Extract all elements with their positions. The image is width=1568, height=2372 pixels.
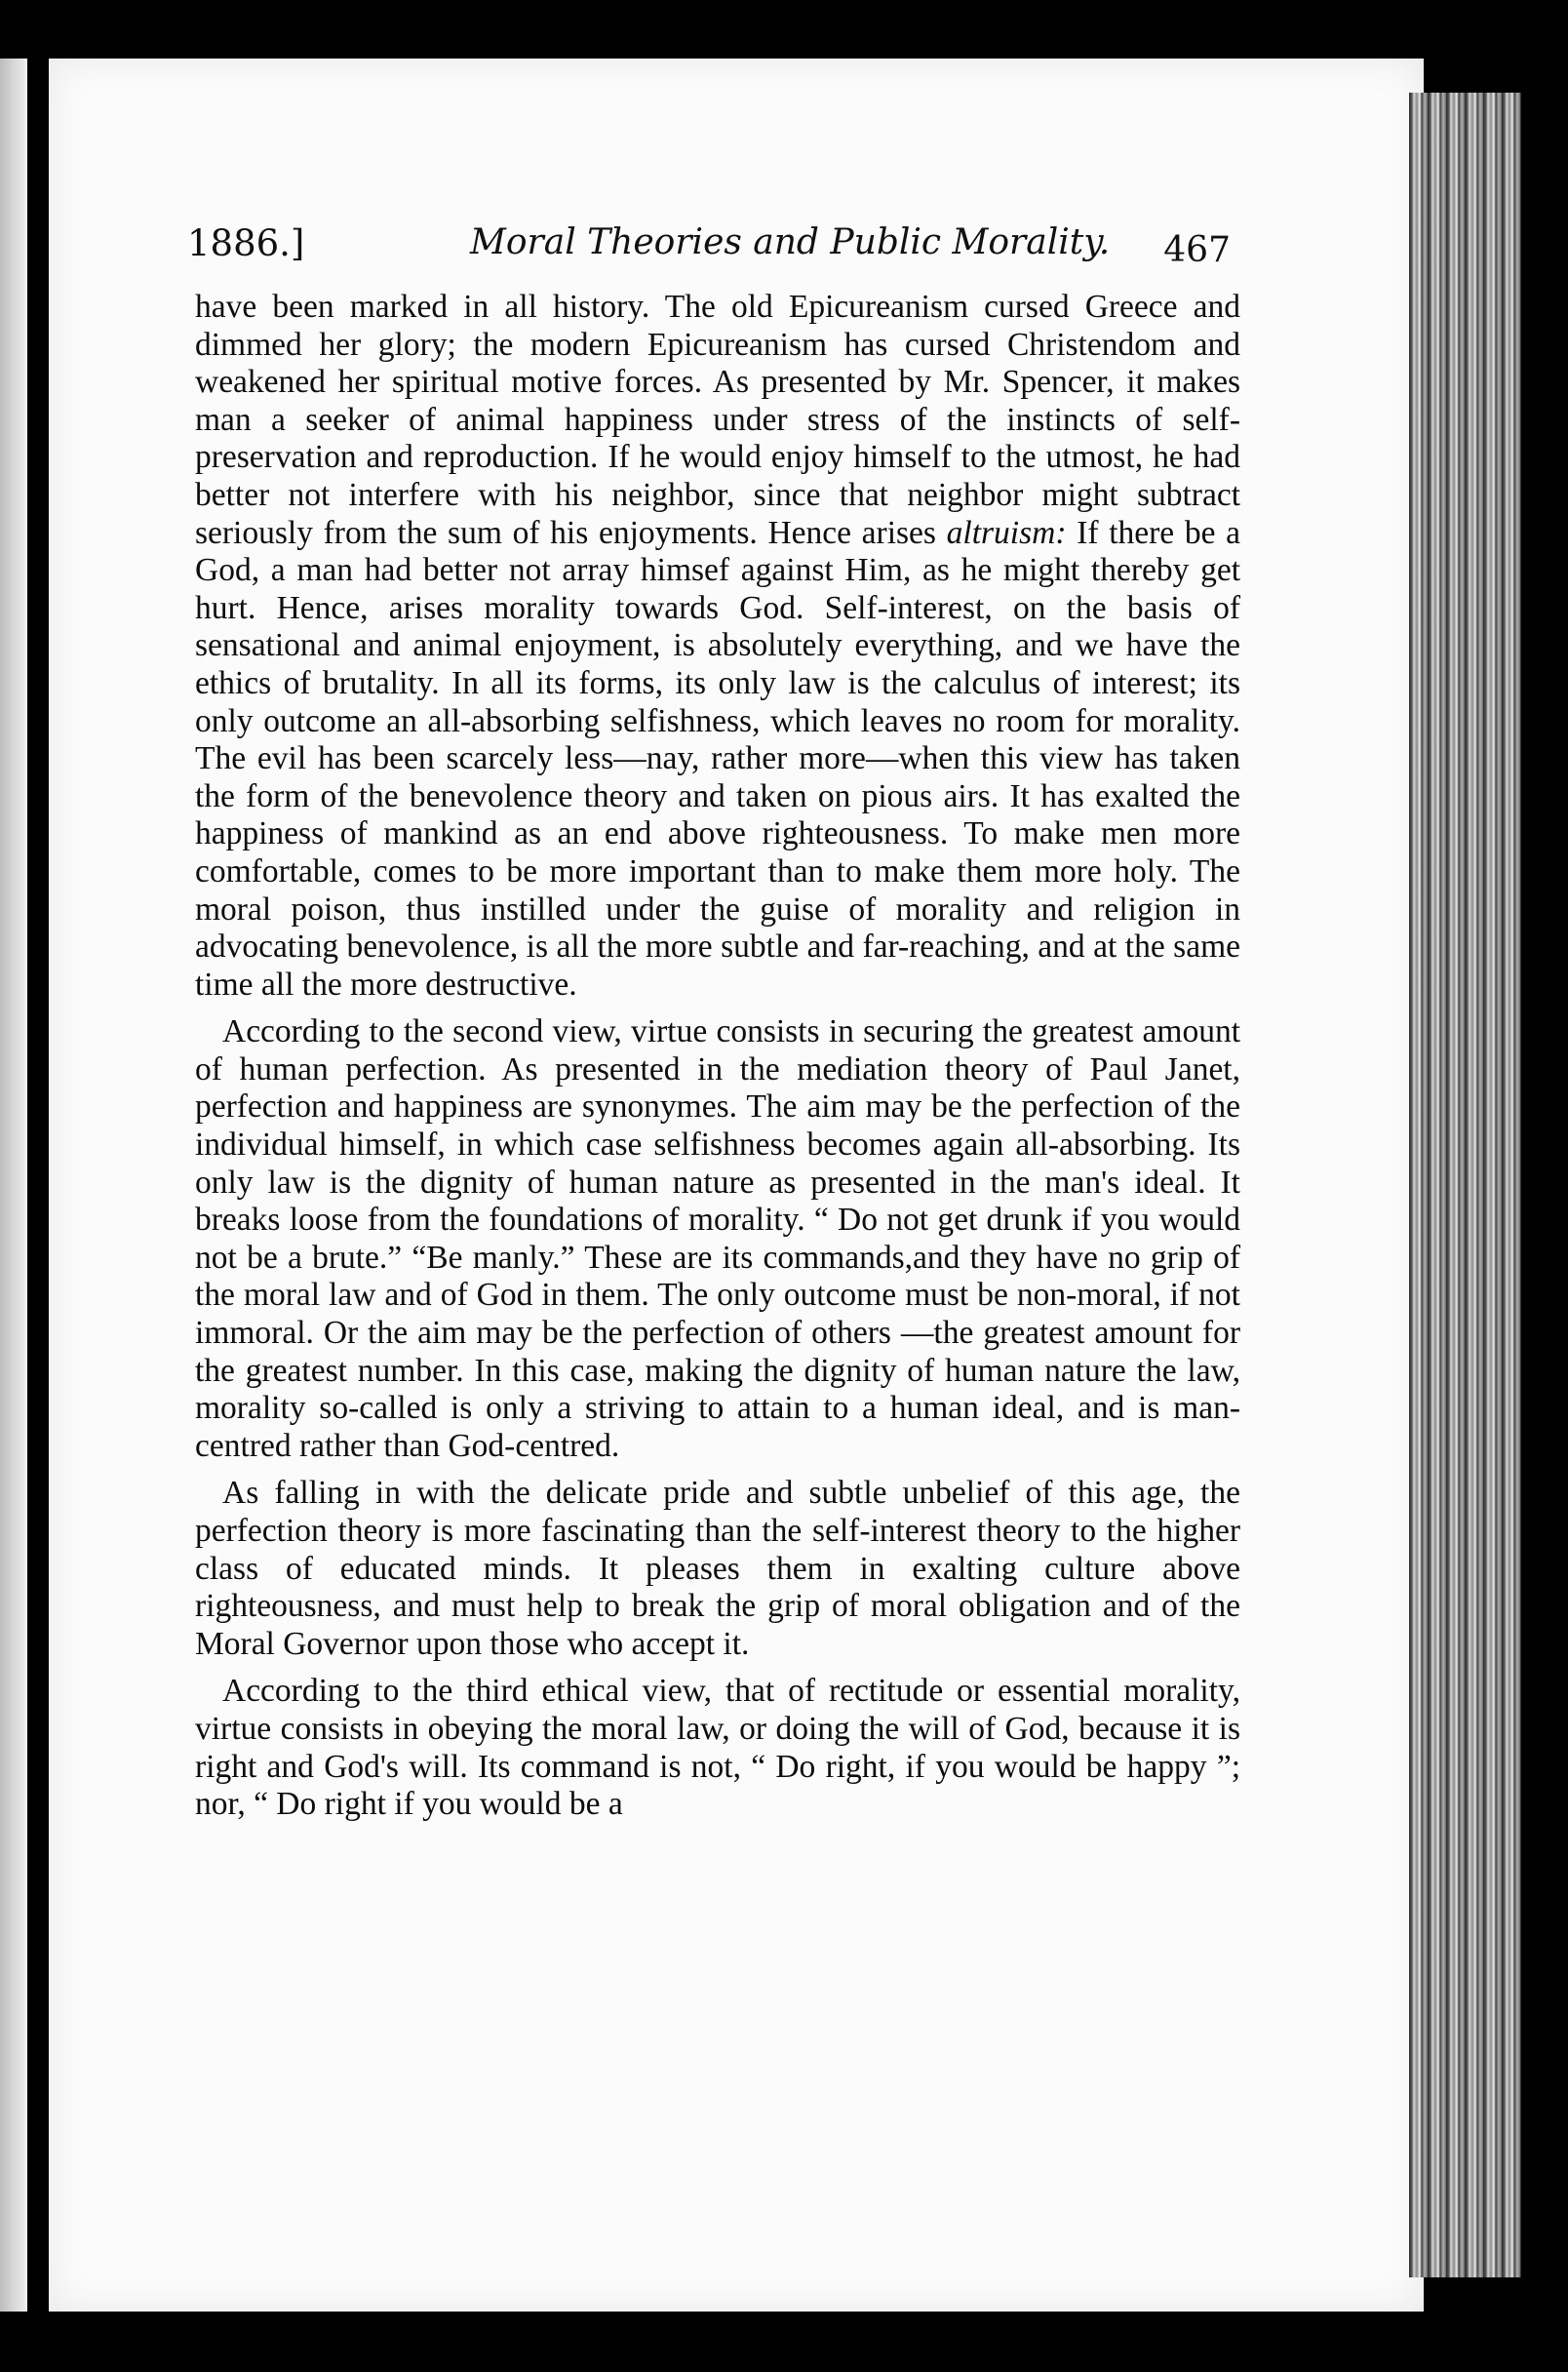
page-number: 467 [1163,230,1231,270]
paragraph-1 [195,289,1240,1004]
running-head-title: Moral Theories and Public Morality. [470,222,1111,262]
facing-page-edge [0,59,27,2312]
paragraph-1-part-a: have been marked in all history. The old Epicureanism cursed Greece and dimmed her glory; the modern Epicureanism has cursed Christendom and weakened her spiritual motive forces. As presented by Mr. Spencer, it makes man a seeker of animal happiness under stress of the instincts of self-preservation and reproduction. If he would enjoy himself to the utmost, he had better not interfere with his neighbor, since that neighbor might subtract seriously from the sum of his enjoyments. Hence arises [195,289,1240,551]
running-head [187,222,1231,281]
paragraph-1-emphasis: altruism: [946,514,1067,551]
running-head-year: 1886.] [187,222,305,264]
paragraph-3: As falling in with the delicate pride and subtle unbelief of this age, the perfection theory is more fascinating than the self-interest theory to the higher class of educated minds. It pleases them in exalting culture above righteousness, and must help to break the grip of moral obligation and of the Moral Governor upon those who accept it. [195,1475,1240,1662]
paragraph-2: According to the second view, virtue consists in securing the greatest amount of human perfection. As presented in the mediation theory of Paul Janet, perfection and happiness are synonymes. The aim may be the perfection of the individual himself, in which case selfishness becomes again all-absorbing. Its only law is the dignity of human nature as presented in the man's ideal. It breaks loose from the foundations of morality. “ Do not get drunk if you would not be a brute.” “Be manly.” These are its commands,and they have no grip of the moral law and of God in them. The only outcome must be non-moral, if not immoral. Or the aim may be the perfection of others —the greatest amount for the greatest number. In this case, making the dignity of human nature the law, morality so-called is only a striving to attain to a human ideal, and is man-centred rather than God-centred. [195,1013,1240,1464]
paragraph-4: According to the third ethical view, that of rectitude or essential morality, virtue consists in obeying the moral law, or doing the will of God, because it is right and God's will. Its command is not, “ Do right, if you would be happy ”; nor, “ Do right if you would be a [195,1673,1240,1823]
body-text [195,289,1240,1824]
paragraph-1-part-b: If there be a God, a man had better not array himsef against Him, as he might thereby get hurt. Hence, arises morality towards God. Self-interest, on the basis of sensational and animal enjoyment, is absolutely everything, and we have the ethics of brutality. In all its forms, its only law is the calculus of interest; its only outcome an all-absorbing selfishness, which leaves no room for morality. The evil has been scarcely less—nay, rather more—when this view has taken the form of the benevolence theory and taken on pious airs. It has exalted the happiness of mankind as an end above righteousness. To make men more comfortable, comes to be more important than to make them more holy. The moral poison, thus instilled under the guise of morality and religion in advocating benevolence, is all the more subtle and far-reaching, and at the same time all the more destructive. [195,514,1240,1003]
page-fore-edge [1409,93,1521,2277]
